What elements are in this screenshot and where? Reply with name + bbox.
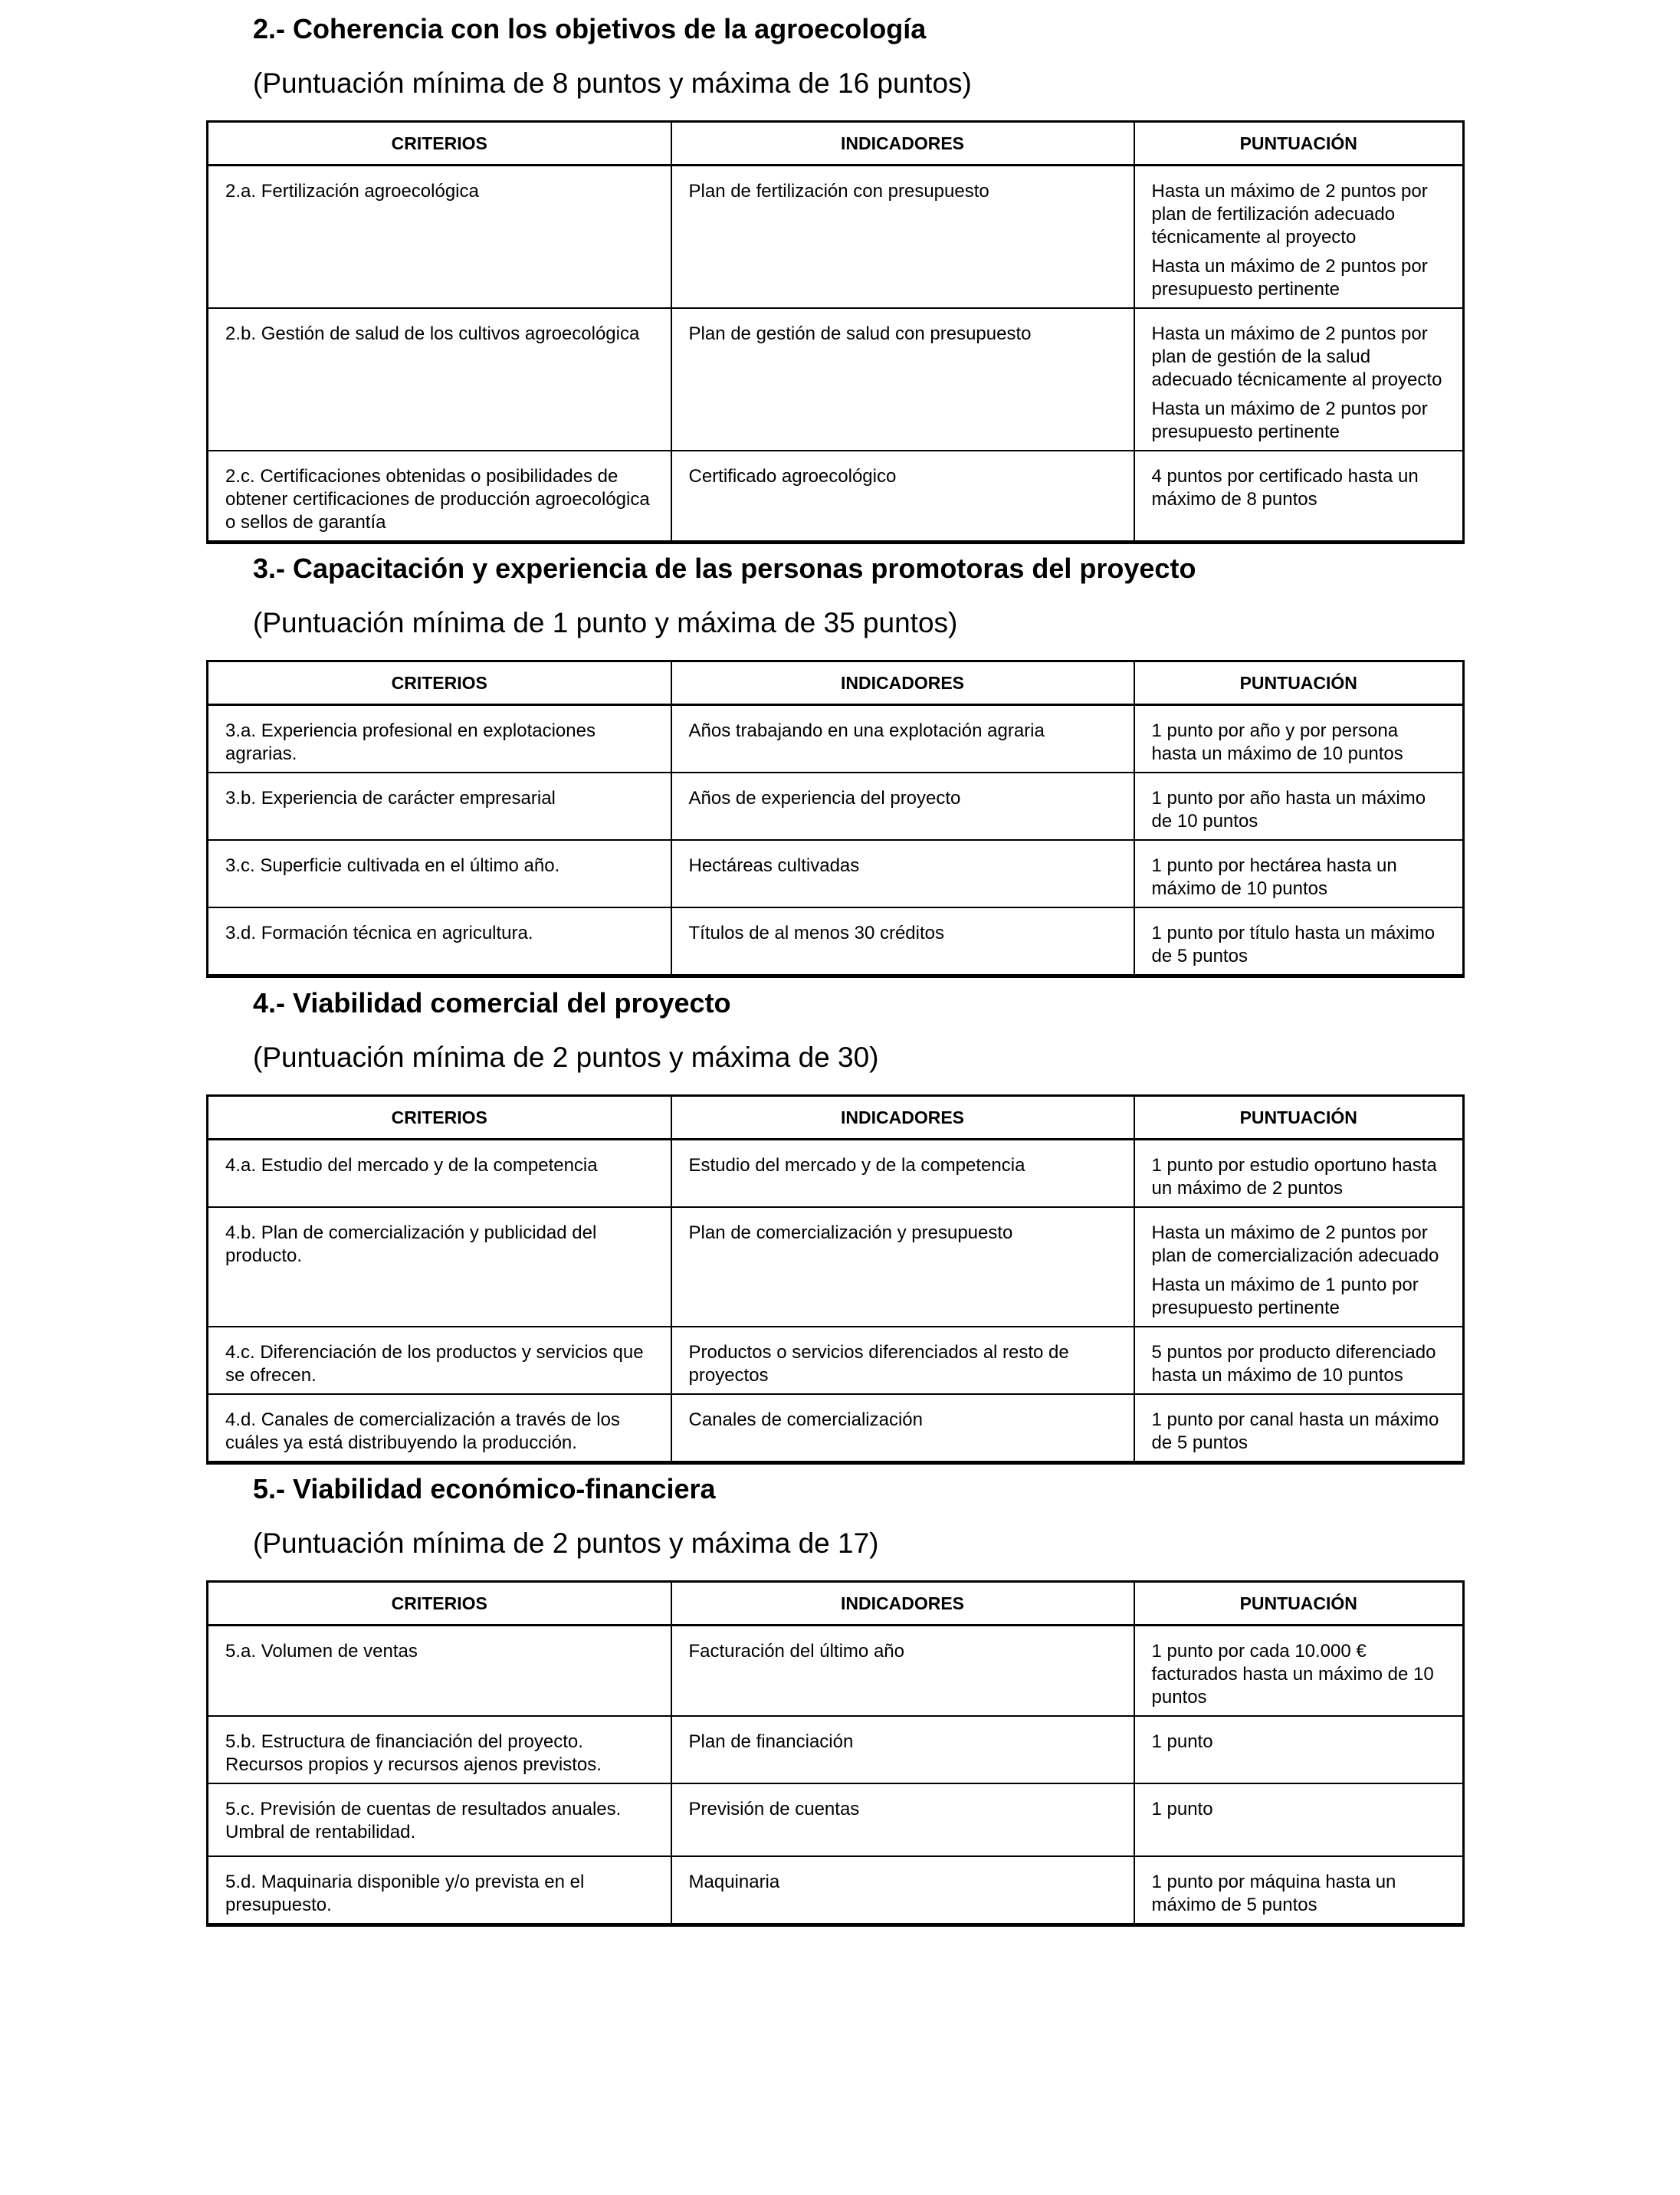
puntuacion-cell [1134, 1207, 1464, 1327]
indicador-cell [671, 451, 1134, 543]
criterio-text: 5.c. Previsión de cuentas de resultados anuales. Umbral de rentabilidad. [225, 1799, 622, 1842]
criterio-text: 3.a. Experiencia profesional en explotaciones agrarias. [225, 720, 596, 764]
indicador-cell [671, 1856, 1134, 1925]
section-title: 3.- Capacitación y experiencia de las personas promotoras del proyecto [253, 553, 1196, 584]
indicador-cell [671, 166, 1134, 309]
criterio-text: 4.d. Canales de comercialización a través de los cuáles ya está distribuyendo la producción. [225, 1409, 620, 1453]
puntuacion-cell [1134, 308, 1464, 451]
column-header-puntuacion: PUNTUACIÓN [1134, 661, 1464, 705]
indicador-cell [671, 773, 1134, 840]
table-header-row [208, 661, 1464, 705]
puntuacion-text: Hasta un máximo de 2 puntos por presupuesto pertinente [1151, 399, 1428, 442]
column-header-indicadores: INDICADORES [671, 1582, 1134, 1626]
criterio-cell [208, 1626, 671, 1717]
puntuacion-text: 1 punto por título hasta un máximo de 5 puntos [1151, 923, 1436, 966]
section-score-range: (Puntuación mínima de 1 punto y máxima de 35 puntos) [253, 607, 958, 638]
indicador-cell [671, 1716, 1134, 1783]
puntuacion-cell [1134, 1856, 1464, 1925]
puntuacion-text: 1 punto por canal hasta un máximo de 5 puntos [1151, 1409, 1439, 1453]
column-header-indicadores: INDICADORES [671, 1096, 1134, 1140]
criterio-text: 3.d. Formación técnica en agricultura. [225, 923, 533, 943]
indicador-text: Plan de comercialización y presupuesto [688, 1222, 1013, 1243]
indicador-cell [671, 1207, 1134, 1327]
puntuacion-text: 1 punto por hectárea hasta un máximo de 10 puntos [1151, 855, 1397, 899]
indicador-cell [671, 1626, 1134, 1717]
puntuacion-text: Hasta un máximo de 2 puntos por plan de gestión de la salud adecuado técnicamente al proyecto [1151, 323, 1442, 390]
table-row [208, 1783, 1464, 1856]
criteria-table [206, 660, 1465, 978]
criteria-table [206, 120, 1465, 544]
section-score-range: (Puntuación mínima de 2 puntos y máxima de 30) [253, 1042, 879, 1073]
puntuacion-text: 1 punto por cada 10.000 € facturados hasta un máximo de 10 puntos [1151, 1641, 1434, 1708]
criterio-text: 4.b. Plan de comercialización y publicidad del producto. [225, 1222, 597, 1266]
puntuacion-cell [1134, 1394, 1464, 1463]
puntuacion-text: Hasta un máximo de 2 puntos por plan de comercialización adecuado [1151, 1222, 1439, 1266]
indicador-text: Facturación del último año [688, 1641, 904, 1662]
puntuacion-text: 5 puntos por producto diferenciado hasta un máximo de 10 puntos [1151, 1342, 1436, 1386]
indicador-text: Certificado agroecológico [688, 466, 897, 487]
puntuacion-text: Hasta un máximo de 2 puntos por presupuesto pertinente [1151, 256, 1428, 300]
indicador-text: Hectáreas cultivadas [688, 855, 860, 876]
indicador-cell [671, 1327, 1134, 1394]
column-header-puntuacion: PUNTUACIÓN [1134, 1582, 1464, 1626]
indicador-text: Títulos de al menos 30 créditos [688, 923, 945, 943]
indicador-text: Plan de fertilización con presupuesto [688, 181, 989, 202]
column-header-criterios: CRITERIOS [208, 1096, 671, 1140]
puntuacion-text: 4 puntos por certificado hasta un máximo de 8 puntos [1151, 466, 1419, 510]
table-row [208, 1207, 1464, 1327]
table-row [208, 1626, 1464, 1717]
puntuacion-text: 1 punto por estudio oportuno hasta un máximo de 2 puntos [1151, 1155, 1437, 1199]
criterio-cell [208, 451, 671, 543]
criterio-cell [208, 1327, 671, 1394]
puntuacion-cell [1134, 1140, 1464, 1208]
criterio-text: 3.b. Experiencia de carácter empresarial [225, 788, 556, 809]
column-header-indicadores: INDICADORES [671, 122, 1134, 166]
table-row [208, 705, 1464, 773]
indicador-cell [671, 308, 1134, 451]
puntuacion-text: Hasta un máximo de 2 puntos por plan de fertilización adecuado técnicamente al proyecto [1151, 181, 1428, 248]
criterio-cell [208, 1856, 671, 1925]
indicador-cell [671, 907, 1134, 976]
column-header-indicadores: INDICADORES [671, 661, 1134, 705]
puntuacion-text: Hasta un máximo de 1 punto por presupuesto pertinente [1151, 1275, 1419, 1318]
criteria-table [206, 1580, 1465, 1927]
column-header-criterios: CRITERIOS [208, 1582, 671, 1626]
table-header-row [208, 1582, 1464, 1626]
table-row [208, 840, 1464, 907]
indicador-text: Previsión de cuentas [688, 1799, 860, 1819]
section-title: 4.- Viabilidad comercial del proyecto [253, 987, 731, 1019]
puntuacion-cell [1134, 1783, 1464, 1856]
criterio-cell [208, 308, 671, 451]
puntuacion-cell [1134, 840, 1464, 907]
puntuacion-text: 1 punto [1151, 1799, 1213, 1819]
criterio-cell [208, 705, 671, 773]
indicador-cell [671, 1140, 1134, 1208]
puntuacion-cell [1134, 705, 1464, 773]
criterio-cell [208, 1140, 671, 1208]
criterio-text: 2.b. Gestión de salud de los cultivos agroecológica [225, 323, 640, 344]
table-row [208, 907, 1464, 976]
section-score-range: (Puntuación mínima de 8 puntos y máxima de 16 puntos) [253, 67, 972, 99]
indicador-cell [671, 840, 1134, 907]
indicador-text: Años trabajando en una explotación agraria [688, 720, 1045, 741]
table-row [208, 308, 1464, 451]
column-header-puntuacion: PUNTUACIÓN [1134, 122, 1464, 166]
criterio-text: 5.d. Maquinaria disponible y/o prevista en el presupuesto. [225, 1872, 585, 1915]
column-header-criterios: CRITERIOS [208, 122, 671, 166]
criterio-text: 4.a. Estudio del mercado y de la competencia [225, 1155, 598, 1176]
criterio-cell [208, 1716, 671, 1783]
indicador-text: Productos o servicios diferenciados al resto de proyectos [688, 1342, 1069, 1386]
puntuacion-cell [1134, 1626, 1464, 1717]
table-row [208, 1716, 1464, 1783]
table-header-row [208, 122, 1464, 166]
criterio-cell [208, 907, 671, 976]
section-title: 2.- Coherencia con los objetivos de la agroecología [253, 13, 927, 44]
puntuacion-text: 1 punto por año y por persona hasta un máximo de 10 puntos [1151, 720, 1403, 764]
table-row [208, 1140, 1464, 1208]
table-row [208, 1327, 1464, 1394]
indicador-cell [671, 1783, 1134, 1856]
indicador-text: Canales de comercialización [688, 1409, 923, 1430]
criterio-text: 3.c. Superficie cultivada en el último año. [225, 855, 560, 876]
puntuacion-text: 1 punto [1151, 1731, 1213, 1752]
criterio-text: 2.a. Fertilización agroecológica [225, 181, 479, 202]
section-score-range: (Puntuación mínima de 2 puntos y máxima de 17) [253, 1527, 879, 1559]
puntuacion-cell [1134, 1716, 1464, 1783]
indicador-text: Plan de gestión de salud con presupuesto [688, 323, 1032, 344]
column-header-puntuacion: PUNTUACIÓN [1134, 1096, 1464, 1140]
indicador-text: Plan de financiación [688, 1731, 854, 1752]
criterio-text: 5.a. Volumen de ventas [225, 1641, 418, 1662]
column-header-criterios: CRITERIOS [208, 661, 671, 705]
puntuacion-cell [1134, 451, 1464, 543]
indicador-text: Años de experiencia del proyecto [688, 788, 961, 809]
puntuacion-cell [1134, 166, 1464, 309]
criterio-cell [208, 1207, 671, 1327]
puntuacion-text: 1 punto por año hasta un máximo de 10 puntos [1151, 788, 1426, 832]
criterio-text: 4.c. Diferenciación de los productos y servicios que se ofrecen. [225, 1342, 644, 1386]
criteria-table [206, 1094, 1465, 1465]
criterio-text: 5.b. Estructura de financiación del proyecto. Recursos propios y recursos ajenos previstos. [225, 1731, 602, 1775]
indicador-text: Maquinaria [688, 1872, 780, 1892]
table-header-row [208, 1096, 1464, 1140]
indicador-cell [671, 705, 1134, 773]
indicador-cell [671, 1394, 1134, 1463]
table-row [208, 1856, 1464, 1925]
table-row [208, 166, 1464, 309]
criterio-cell [208, 840, 671, 907]
table-row [208, 1394, 1464, 1463]
puntuacion-text: 1 punto por máquina hasta un máximo de 5 puntos [1151, 1872, 1396, 1915]
criterio-cell [208, 773, 671, 840]
criterio-cell [208, 1394, 671, 1463]
table-row [208, 773, 1464, 840]
puntuacion-cell [1134, 773, 1464, 840]
criterio-cell [208, 166, 671, 309]
section-title: 5.- Viabilidad económico-financiera [253, 1473, 716, 1504]
indicador-text: Estudio del mercado y de la competencia [688, 1155, 1025, 1176]
criterio-cell [208, 1783, 671, 1856]
puntuacion-cell [1134, 907, 1464, 976]
table-row [208, 451, 1464, 543]
criterio-text: 2.c. Certificaciones obtenidas o posibilidades de obtener certificaciones de producción agroecológica o sellos de garantía [225, 466, 650, 533]
puntuacion-cell [1134, 1327, 1464, 1394]
